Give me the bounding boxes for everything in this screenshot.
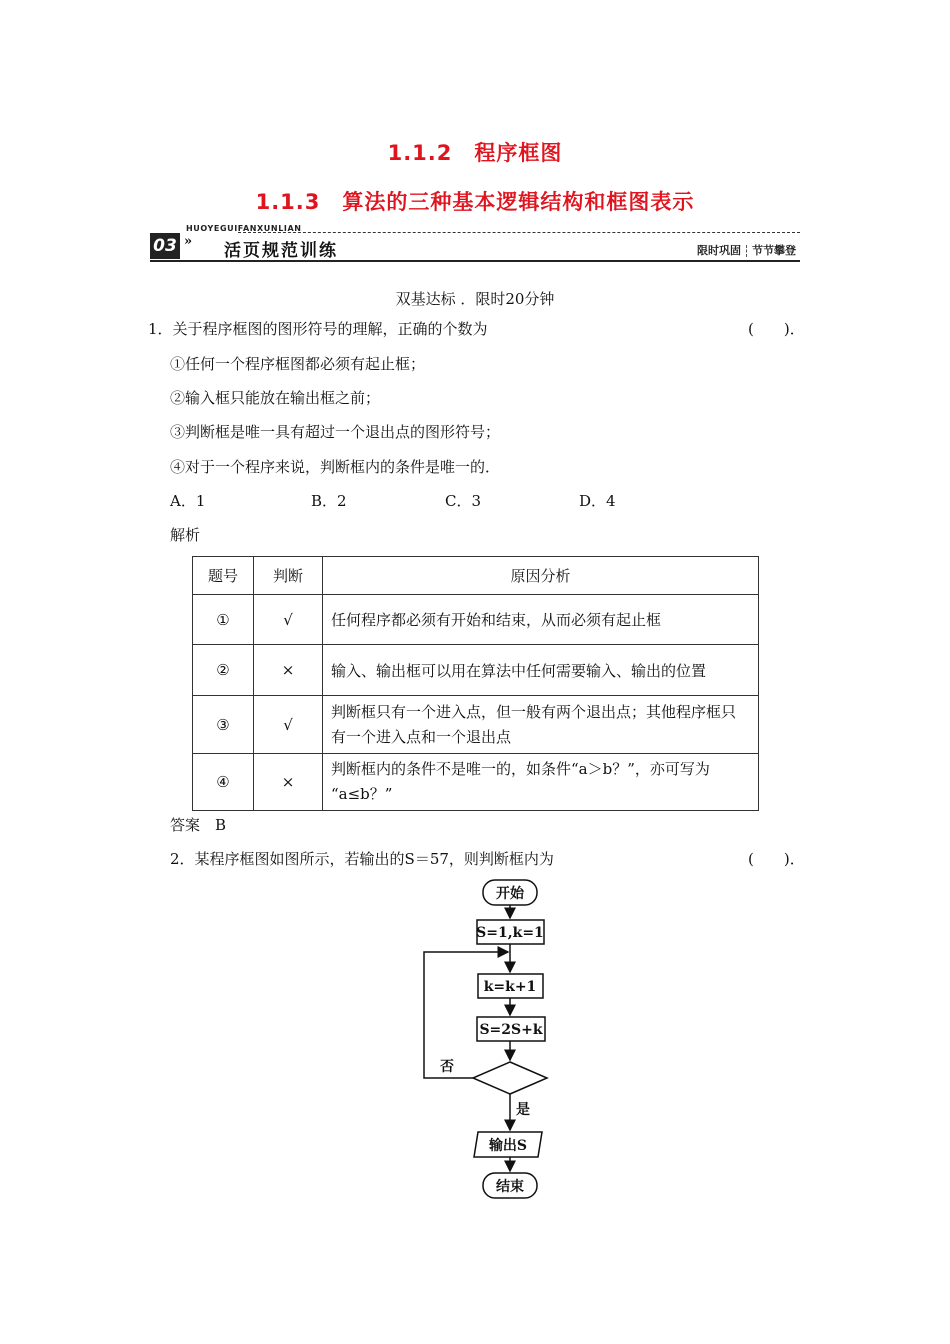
fc-init-text: S=1,k=1 — [476, 925, 544, 941]
fc-end-text: 结束 — [496, 1179, 524, 1195]
fc-no-label: 否 — [440, 1059, 454, 1075]
row-judge: √ — [254, 595, 323, 645]
q1-answer-paren: ( )． — [748, 320, 805, 338]
analysis-label: 解析 — [170, 526, 201, 544]
banner-tag-left: 限时巩固 — [697, 244, 741, 257]
loop-back-arrow — [424, 952, 508, 1078]
row-reason: 任何程序都必须有开始和结束，从而必须有起止框 — [323, 595, 759, 645]
row-reason: 输入、输出框可以用在算法中任何需要输入、输出的位置 — [323, 645, 759, 696]
chevron-icon: » — [184, 234, 193, 249]
fc-step2-text: S=2S+k — [479, 1022, 543, 1038]
banner-pinyin: HUOYEGUIFANXUNLIAN — [186, 224, 302, 233]
q1-answer: 答案 B — [170, 816, 227, 834]
banner-tag-right: 节节攀登 — [752, 244, 796, 257]
header-reason: 原因分析 — [323, 557, 759, 595]
row-no: ④ — [193, 754, 254, 811]
header-judge: 判断 — [254, 557, 323, 595]
q1-option-d: D．4 — [579, 492, 616, 510]
q1-statement-4: ④对于一个程序来说，判断框内的条件是唯一的． — [170, 458, 501, 476]
q2-stem: 2．某程序框图如图所示，若输出的S＝57，则判断框内为 — [170, 850, 554, 868]
fc-yes-label: 是 — [516, 1102, 530, 1118]
header-no: 题号 — [193, 557, 254, 595]
q1-statement-3: ③判断框是唯一具有超过一个退出点的图形符号； — [170, 423, 501, 441]
q1-option-c: C．3 — [445, 492, 482, 510]
q1-option-b: B．2 — [311, 492, 347, 510]
q1-option-a: A．1 — [170, 492, 206, 510]
section-title: 1.1.2 程序框图 — [387, 141, 563, 165]
q1-statement-2: ②输入框只能放在输出框之前； — [170, 389, 381, 407]
row-reason: 判断框只有一个进入点，但一般有两个退出点；其他程序框只有一个进入点和一个退出点 — [323, 696, 759, 754]
fc-output-text: 输出S — [488, 1138, 528, 1154]
section-header: 双基达标 ．限时20分钟 — [395, 290, 555, 308]
banner-number: 03 — [150, 233, 180, 259]
row-judge: × — [254, 645, 323, 696]
row-judge: × — [254, 754, 323, 811]
row-no: ② — [193, 645, 254, 696]
q1-stem: 1．关于程序框图的图形符号的理解，正确的个数为 — [148, 320, 488, 338]
fc-step1-text: k=k+1 — [483, 979, 537, 995]
row-reason-line-2: “a≤b？” — [331, 785, 393, 803]
row-no: ① — [193, 595, 254, 645]
banner-name: 活页规范训练 — [224, 241, 338, 261]
section-subtitle: 1.1.3 算法的三种基本逻辑结构和框图表示 — [255, 190, 695, 214]
fc-start-text: 开始 — [496, 886, 524, 902]
row-reason-line-1: 判断框内的条件不是唯一的，如条件“a＞b？”，亦可写为 — [331, 760, 710, 778]
q1-statement-1: ①任何一个程序框图都必须有起止框； — [170, 355, 426, 373]
q2-answer-paren: ( )． — [748, 850, 805, 868]
decision-diamond — [473, 1062, 547, 1094]
row-judge: √ — [254, 696, 323, 754]
row-no: ③ — [193, 696, 254, 754]
